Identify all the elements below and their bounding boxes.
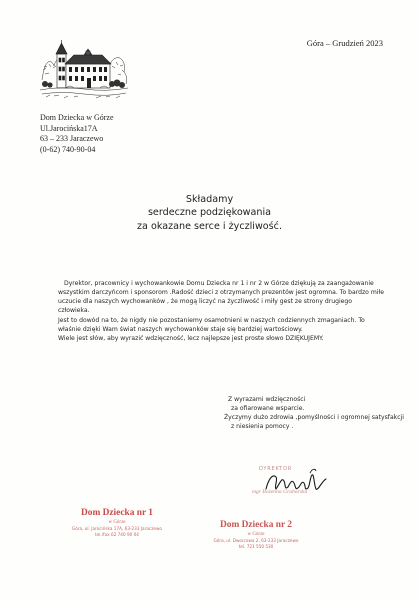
stamp-title: DYREKTOR	[259, 466, 293, 472]
stamp-phone: tel. 721 550 530	[238, 544, 274, 549]
body-paragraph: Dyrektor, pracownicy i wychowankowie Domu Dziecka nr 1 i nr 2 w Górze dziękują za zaangażowanie wszystkim darczyńcom i sponsorom .Radość dzieci z otrzymanych prezentów jest ogromna. To bardzo miłe uczucie dla naszych wychowanków , że mogą liczyć na życzliwość i miły gest ze strony drugiego człowieka.	[58, 280, 384, 314]
body-paragraph: Wiele jest słów, aby wyrazić wdzięczność, lecz najlepsze jest proste słowo DZIĘKUJEMY.	[58, 335, 324, 342]
stamp-name: Dom Dziecka nr 1	[81, 508, 153, 518]
stamp-children-home-1	[67, 508, 167, 538]
closing-line: Z wyrazami wdzięczności	[228, 396, 306, 403]
stamp-address: Góra, ul. Jarocińska 17A, 63-233 Jaraczewo	[72, 526, 162, 531]
letter-date: Góra – Grudzień 2023	[306, 38, 383, 48]
letter-closing	[224, 395, 404, 431]
closing-line: za ofiarowane wsparcie.	[231, 405, 305, 413]
closing-line: z niesienia pomocy .	[231, 423, 294, 431]
headline-line: za okazane serce i życzliwość.	[136, 220, 283, 232]
headline-line: serdeczne podziękowania	[147, 207, 272, 219]
address-line: Ul.Jarocińska17A	[40, 123, 98, 133]
address-line: Dom Dziecka w Górze	[40, 113, 114, 122]
stamp-place: w Górze	[108, 520, 126, 525]
stamp-name: Dom Dziecka nr 2	[220, 520, 292, 530]
address-line: (0-62) 740-90-04	[40, 144, 96, 154]
body-paragraph: Jest to dowód na to, że nigdy nie pozostaniemy osamotnieni w naszych codziennych zmaganiach. To właśnie dzięki Wam świat naszych wychowanków staje się bardziej wartościowy.	[58, 317, 365, 333]
letter-headline	[0, 193, 419, 233]
address-line: 63 – 233 Jaraczewo	[40, 134, 104, 144]
letter-body	[58, 279, 384, 343]
handwritten-signature	[246, 463, 356, 499]
manor-house-illustration	[40, 40, 128, 102]
headline-line: Składamy	[185, 194, 234, 205]
closing-line: Życzymy dużo zdrowia ,pomyślności i ogromnej satysfakcji	[224, 414, 404, 422]
sender-address	[40, 113, 114, 155]
stamp-children-home-2	[206, 520, 306, 550]
stamp-address: Góra, ul. Dworcowa 2, 63-233 Jaraczewo	[213, 538, 299, 543]
stamp-phone: tel./fax 62 740 90 04	[95, 532, 139, 537]
director-stamp	[238, 463, 358, 503]
stamp-name: mgr Bożenna Grabarska	[252, 489, 308, 495]
stamp-place: w Górze	[247, 532, 265, 537]
